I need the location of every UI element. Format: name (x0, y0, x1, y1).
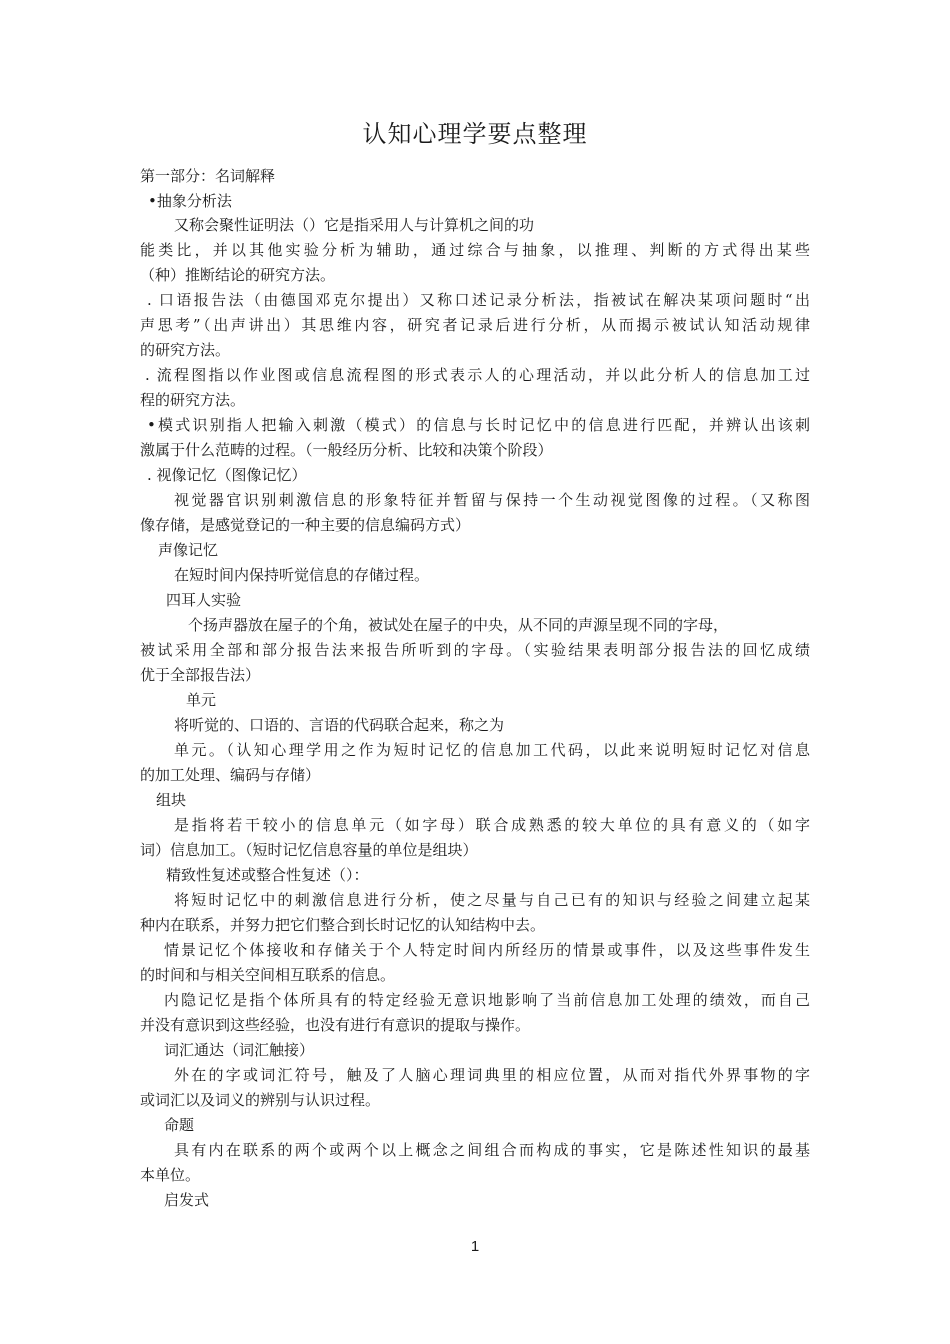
paragraph-line: 优于全部报告法） (140, 666, 261, 684)
paragraph-line: 视觉器官识别刺激信息的形象特征并暂留与保持一个生动视觉图像的过程。（又称图 (174, 491, 810, 509)
paragraph-line: 将短时记忆中的刺激信息进行分析，使之尽量与自己已有的知识与经验之间建立起某 (174, 891, 810, 909)
section-heading: 第一部分：名词解释 (140, 167, 276, 185)
term-heading: 组块 (156, 791, 187, 809)
paragraph-line: 激属于什么范畴的过程。（一般经历分析、比较和决策个阶段） (140, 441, 553, 459)
paragraph-line: . 流程图指以作业图或信息流程图的形式表示人的心理活动，并以此分析人的信息加工过 (145, 366, 810, 384)
paragraph-line: 或词汇以及词义的辨别与认识过程。 (140, 1091, 381, 1109)
paragraph-line: 具有内在联系的两个或两个以上概念之间组合而构成的事实，它是陈述性知识的最基 (174, 1141, 810, 1159)
term-heading: 声像记忆 (158, 541, 219, 559)
term-heading: . 视像记忆（图像记忆） (147, 466, 307, 484)
term-heading: 单元 (186, 691, 217, 709)
paragraph-line: . 口语报告法（由德国邓克尔提出）又称口述记录分析法，指被试在解决某项问题时“出 (147, 291, 810, 309)
paragraph-line: 情景记忆个体接收和存储关于个人特定时间内所经历的情景或事件，以及这些事件发生 (164, 941, 810, 959)
paragraph-line: 并没有意识到这些经验，也没有进行有意识的提取与操作。 (140, 1016, 531, 1034)
page-number: 1 (470, 1238, 480, 1255)
paragraph-line: 程的研究方法。 (140, 391, 246, 409)
paragraph-line: （种）推断结论的研究方法。 (140, 266, 336, 284)
paragraph-line: 词）信息加工。（短时记忆信息容量的单位是组块） (140, 841, 478, 859)
paragraph-line: •模式识别指人把输入刺激（模式）的信息与长时记忆中的信息进行匹配，并辨认出该刺 (147, 416, 810, 434)
term-heading: 启发式 (164, 1191, 210, 1209)
paragraph-line: 能类比，并以其他实验分析为辅助，通过综合与抽象，以推理、判断的方式得出某些 (140, 241, 810, 259)
paragraph-line: 又称会聚性证明法（）它是指采用人与计算机之间的功 (174, 216, 535, 234)
term-heading: 命题 (164, 1116, 195, 1134)
paragraph-line: 的时间和与相关空间相互联系的信息。 (140, 966, 396, 984)
paragraph-line: 在短时间内保持听觉信息的存储过程。 (174, 566, 430, 584)
paragraph-line: 被试采用全部和部分报告法来报告所听到的字母。（实验结果表明部分报告法的回忆成绩 (140, 641, 810, 659)
term-heading: 精致性复述或整合性复述（）： (166, 866, 369, 884)
paragraph-line: 是指将若干较小的信息单元（如字母）联合成熟悉的较大单位的具有意义的（如字 (174, 816, 810, 834)
paragraph-line: 种内在联系，并努力把它们整合到长时记忆的认知结构中去。 (140, 916, 546, 934)
paragraph-line: 内隐记忆是指个体所具有的特定经验无意识地影响了当前信息加工处理的绩效，而自己 (164, 991, 810, 1009)
paragraph-line: 声思考”（出声讲出）其思维内容，研究者记录后进行分析，从而揭示被试认知活动规律 (140, 316, 810, 334)
term-heading: 词汇通达（词汇触接） (164, 1041, 315, 1059)
document-title: 认知心理学要点整理 (362, 120, 588, 148)
paragraph-line: 本单位。 (140, 1166, 201, 1184)
paragraph-line: 像存储，是感觉登记的一种主要的信息编码方式） (140, 516, 471, 534)
paragraph-line: 单元。（认知心理学用之作为短时记忆的信息加工代码，以此来说明短时记忆对信息 (174, 741, 810, 759)
term-heading: •抽象分析法 (148, 192, 232, 210)
paragraph-line: 将听觉的、口语的、言语的代码联合起来，称之为 (174, 716, 505, 734)
paragraph-line: 外在的字或词汇符号，触及了人脑心理词典里的相应位置，从而对指代外界事物的字 (174, 1066, 810, 1084)
paragraph-line: 的研究方法。 (140, 341, 231, 359)
paragraph-line: 个扬声器放在屋子的个角，被试处在屋子的中央，从不同的声源呈现不同的字母， (188, 616, 729, 634)
paragraph-line: 的加工处理、编码与存储） (140, 766, 321, 784)
term-heading: 四耳人实验 (166, 591, 242, 609)
